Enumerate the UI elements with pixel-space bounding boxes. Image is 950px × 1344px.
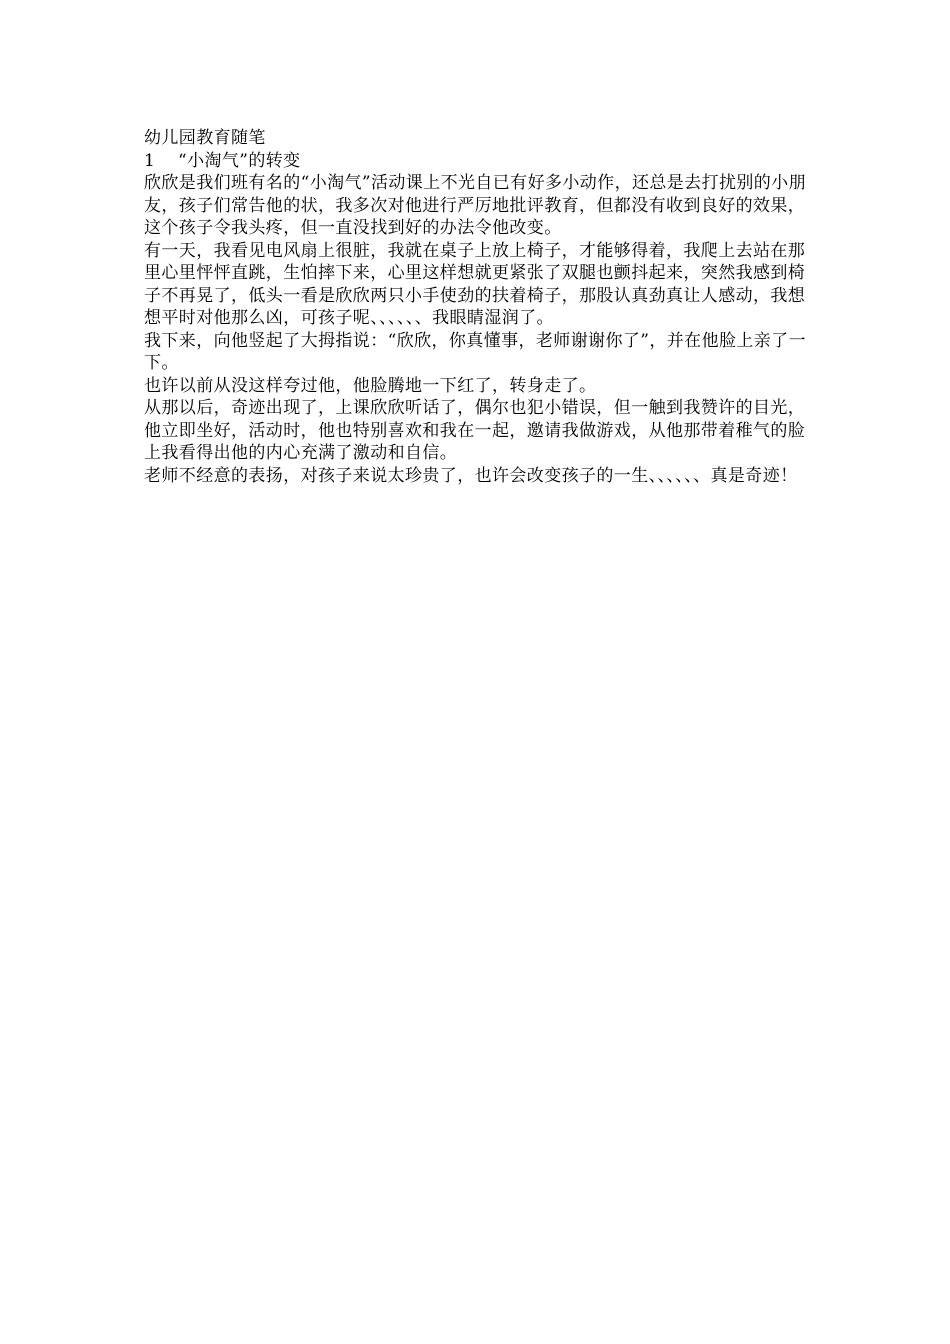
paragraph: 欣欣是我们班有名的“小淘气”活动课上不光自已有好多小动作，还总是去打扰别的小朋友，孩子们常告他的状，我多次对他进行严厉地批评教育，但都没有收到良好的效果，这个孩子令我头疼，但一直没找到好的办法令他改变。 <box>144 173 806 238</box>
section-title: “小淘气”的转变 <box>178 150 301 171</box>
section-heading <box>144 150 810 173</box>
paragraph: 老师不经意的表扬，对孩子来说太珍贵了，也许会改变孩子的一生、、、、、、真是奇迹！ <box>144 465 798 486</box>
document-title: 幼儿园教育随笔 <box>144 128 266 148</box>
document-body <box>144 127 810 487</box>
paragraph: 有一天，我看见电风扇上很脏，我就在桌子上放上椅子，才能够得着，我爬上去站在那里心里怦怦直跳，生怕摔下来，心里这样想就更紧张了双腿也颤抖起来，突然我感到椅子不再晃了，低头一看是欣欣两只小手使劲的扶着椅子，那股认真劲真让人感动，我想想平时对他那么凶，可孩子呢、、、、、、我眼睛湿润了。 <box>144 240 806 328</box>
section-number: 1 <box>144 150 156 171</box>
paragraph: 从那以后，奇迹出现了，上课欣欣听话了，偶尔也犯小错误，但一触到我赞许的目光，他立即坐好，活动时，他也特别喜欢和我在一起，邀请我做游戏，从他那带着稚气的脸上我看得出他的内心充满了激动和自信。 <box>144 398 806 463</box>
paragraph: 也许以前从没这样夸过他，他脸腾地一下红了，转身走了。 <box>144 375 597 396</box>
paragraph: 我下来，向他竖起了大拇指说：“欣欣，你真懂事，老师谢谢你了”，并在他脸上亲了一下。 <box>144 330 806 373</box>
